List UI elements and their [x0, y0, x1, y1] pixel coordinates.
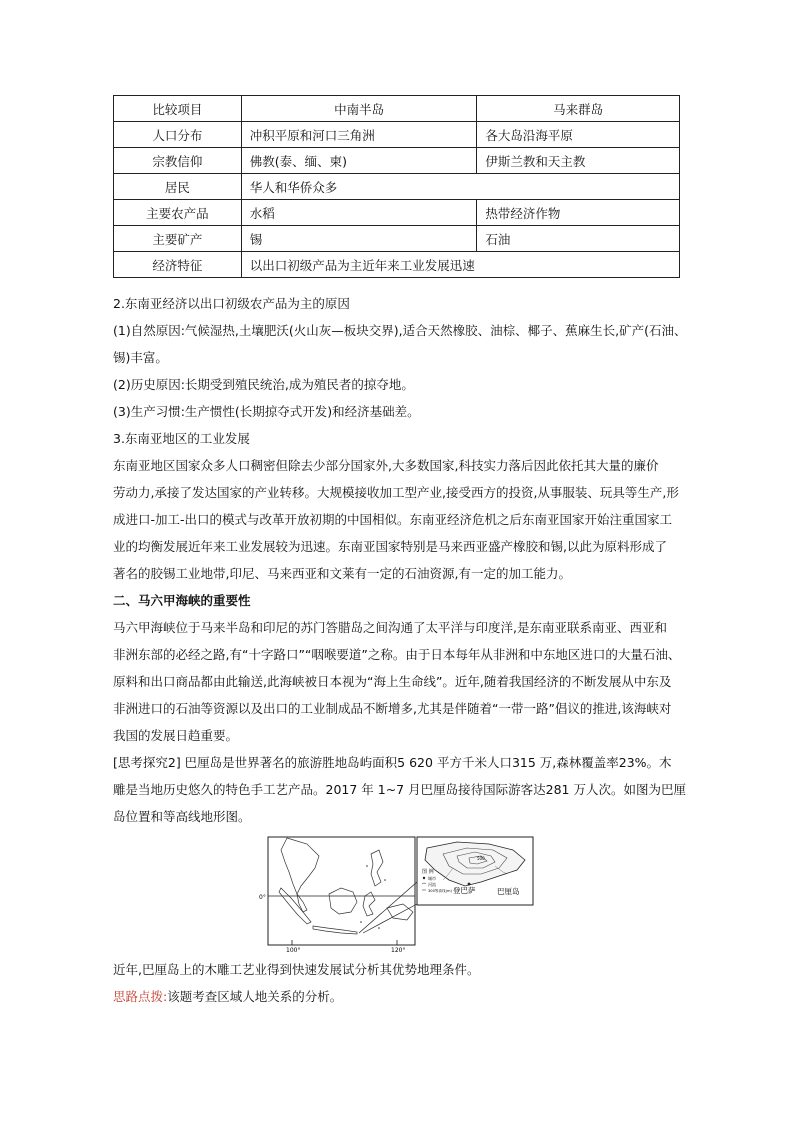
inset-connector-line: [363, 904, 417, 933]
table-row: [114, 200, 680, 226]
lat-label: 0°: [259, 894, 266, 901]
table-cell: 经济特征: [114, 252, 242, 278]
hint-line: [113, 989, 342, 1005]
city-legend-symbol: [423, 877, 425, 879]
paragraph-line: 东南亚地区国家众多人口稠密但除去少部分国家外,大多数国家,科技实力落后因此依托其大量的廉价: [113, 458, 659, 473]
lon-label: 100°: [286, 947, 301, 954]
table-row: [114, 122, 680, 148]
table-cell: 锡: [241, 226, 477, 252]
table-cell: 石油: [477, 226, 680, 252]
inset-connector-line: [359, 882, 417, 933]
philippines-islands: [371, 850, 383, 886]
question-line: 近年,巴厘岛上的木雕工艺业得到快速发展试分析其优势地理条件。: [113, 962, 480, 977]
table-cell: 宗教信仰: [114, 148, 242, 174]
table-cell: 主要矿产: [114, 226, 242, 252]
indochina-peninsula: [281, 838, 319, 894]
java-island: [313, 926, 357, 934]
table-row: [114, 148, 680, 174]
paragraph-line: 岛位置和等高线地形图。: [113, 809, 251, 824]
table-header-row: [114, 96, 680, 122]
paragraph-line: 锡)丰富。: [113, 350, 168, 365]
table-cell: 以出口初级产品为主近年来工业发展迅速: [241, 252, 679, 278]
islet: [366, 865, 368, 867]
table-row: [114, 174, 680, 200]
contour-value: 500: [477, 856, 485, 861]
table-header-cell: 比较项目: [114, 96, 242, 122]
malay-peninsula: [297, 894, 307, 912]
islet: [378, 927, 380, 929]
table-cell: 居民: [114, 174, 242, 200]
hint-label: 思路点拨:: [113, 989, 168, 1004]
table-cell: 佛教(泰、缅、柬): [241, 148, 477, 174]
islet: [360, 921, 362, 923]
table-cell: 伊斯兰教和天主教: [477, 148, 680, 174]
lon-label: 120°: [391, 947, 406, 954]
sulawesi-island: [363, 892, 375, 916]
paragraph-line: 原料和出口商品都由此输送,此海峡被日本视为“海上生命线”。近年,随着我国经济的不断发展从中东及: [113, 674, 672, 689]
paragraph-line: 马六甲海峡位于马来半岛和印尼的苏门答腊岛之间沟通了太平洋与印度洋,是东南亚联系南亚、西亚和: [113, 620, 667, 635]
sumatra-island: [279, 888, 311, 924]
paragraph-line: 我国的发展日趋重要。: [113, 728, 239, 743]
table-cell: 主要农产品: [114, 200, 242, 226]
regional-map-frame: [268, 837, 415, 945]
table-row: [114, 226, 680, 252]
table-cell: 华人和华侨众多: [241, 174, 679, 200]
new-guinea-island: [387, 904, 413, 920]
paragraph-line: [思考探究2] 巴厘岛是世界著名的旅游胜地岛屿面积5 620 平方千米人口315 万,森林覆盖率23%。木: [113, 755, 672, 770]
paragraph-line: 业的均衡发展近年来工业发展较为迅速。东南亚国家特别是马来西亚盛产橡胶和锡,以此为原料形成了: [113, 539, 667, 554]
paragraph-line: (2)历史原因:长期受到殖民统治,成为殖民者的掠夺地。: [113, 377, 414, 392]
place-label-denpasar: 登巴萨: [453, 886, 476, 895]
river-legend-symbol: [422, 883, 426, 884]
paragraph-line: 成进口-加工-出口的模式与改革开放初期的中国相似。东南亚经济危机之后东南亚国家开始注重国家工: [113, 512, 673, 527]
table-cell: 各大岛沿海平原: [477, 122, 680, 148]
table-cell: 水稻: [241, 200, 477, 226]
borneo-island: [329, 888, 357, 914]
comparison-table: [113, 95, 680, 278]
legend-item: 城市: [428, 876, 436, 881]
place-label-bali: 巴厘岛: [497, 887, 520, 896]
section-title: 3.东南亚地区的工业发展: [113, 431, 250, 446]
table-cell: 热带经济作物: [477, 200, 680, 226]
islet: [384, 879, 386, 881]
table-row: [114, 252, 680, 278]
paragraph-line: 非洲进口的石油等资源以及出口的工业制成品不断增多,尤其是伴随着“一带一路”倡议的推进,该海峡对: [113, 701, 672, 716]
paragraph-line: (3)生产习惯:生产惯性(长期掠夺式开发)和经济基础差。: [113, 404, 420, 419]
paragraph-line: (1)自然原因:气候湿热,土壤肥沃(火山灰—板块交界),适合天然橡胶、油棕、椰子、蕉麻生长,矿产(石油、: [113, 323, 687, 338]
paragraph-line: 著名的胶锡工业地带,印尼、马来西亚和文莱有一定的石油资源,有一定的加工能力。: [113, 566, 571, 581]
table-header-cell: 中南半岛: [241, 96, 477, 122]
paragraph-line: 雕是当地历史悠久的特色手工艺产品。2017 年 1~7 月巴厘岛接待国际游客达281 万人次。如图为巴厘: [113, 782, 686, 797]
paragraph-line: 劳动力,承接了发达国家的产业转移。大规模接收加工型产业,接受西方的投资,从事服装、玩具等生产,形: [113, 485, 679, 500]
bali-location-map: [259, 836, 535, 954]
paragraph-line: 非洲东部的必经之路,有“十字路口”“咽喉要道”之称。由于日本每年从非洲和中东地区进口的大量石油、: [113, 647, 681, 662]
part-heading: 二、马六甲海峡的重要性: [113, 593, 251, 608]
table-cell: 人口分布: [114, 122, 242, 148]
table-header-cell: 马来群岛: [477, 96, 680, 122]
section-title: 2.东南亚经济以出口初级农产品为主的原因: [113, 296, 350, 311]
legend-item: 河流: [428, 882, 436, 887]
hint-text: 该题考查区域人地关系的分析。: [167, 989, 343, 1004]
legend-item: 300等高线(m): [428, 889, 452, 893]
legend-title: 图 例: [422, 869, 434, 875]
denpasar-city-marker: [468, 883, 471, 886]
table-cell: 冲积平原和河口三角洲: [241, 122, 477, 148]
